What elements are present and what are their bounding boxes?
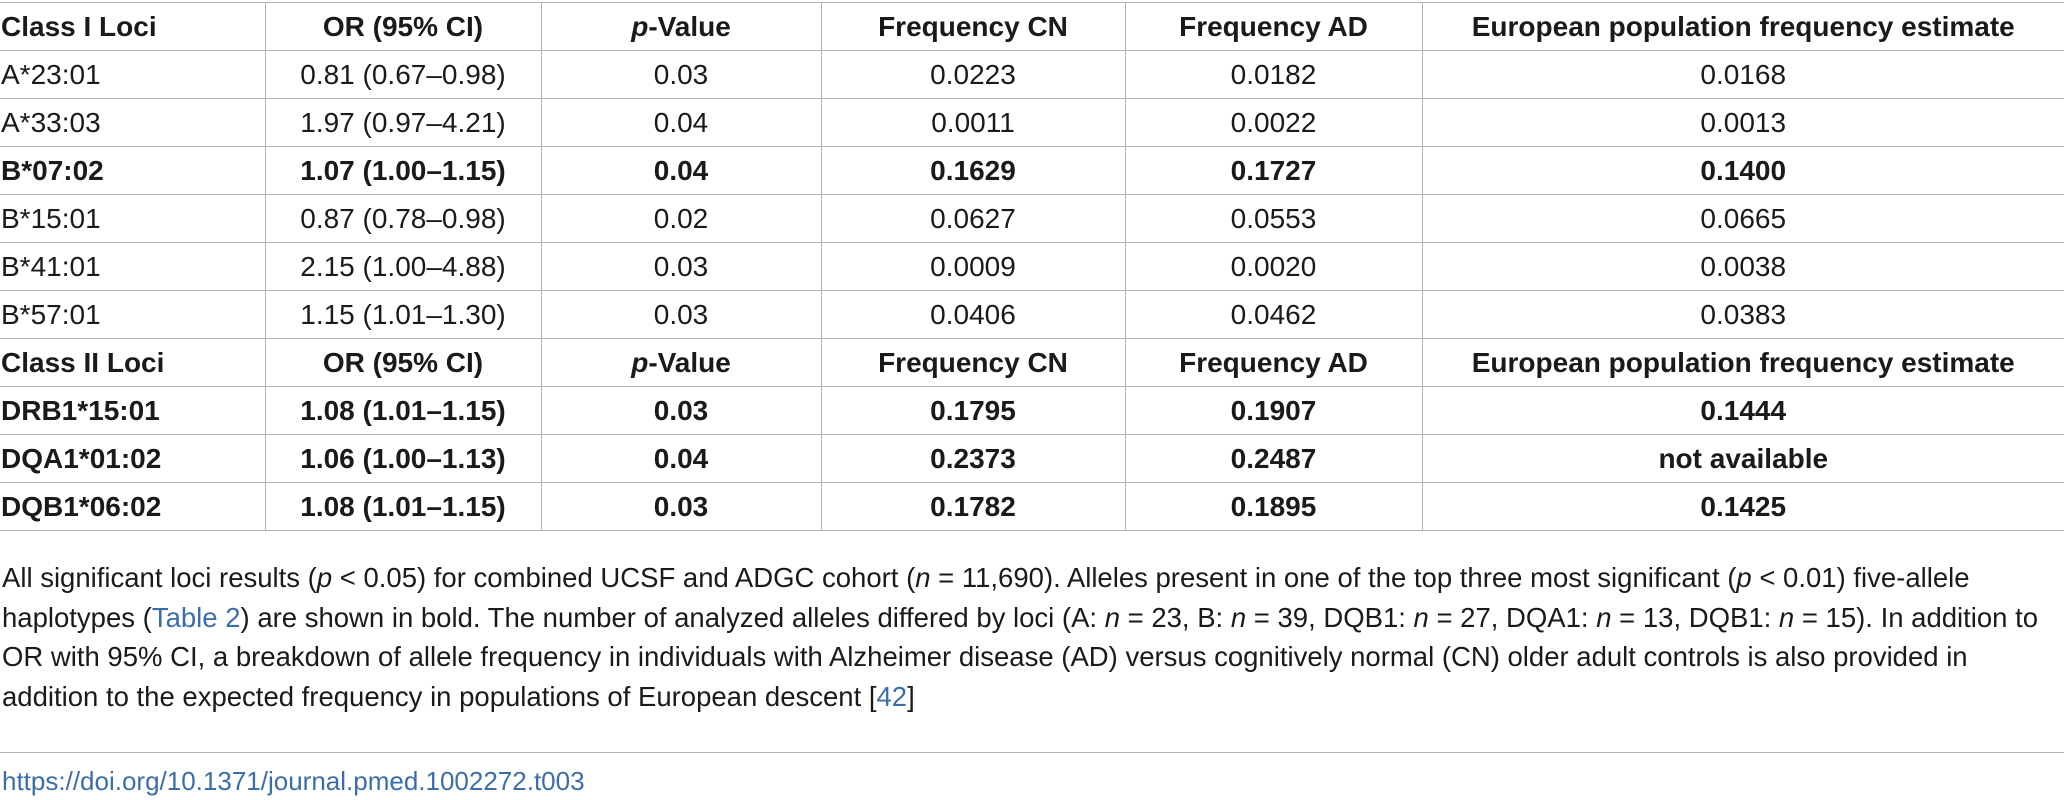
caption-segment: = 15). In addition to OR with 95% CI, a breakdown of allele frequency in individuals with Alzheimer disease (AD) versus cognitively normal (CN) older adult controls is also provided in addition to the expected frequency in populations of European descent [ <box>2 601 2039 712</box>
allele-cell: DQA1*01:02 <box>0 435 265 483</box>
caption-segment: < 0.01) five-allele haplotypes ( <box>2 562 1970 633</box>
value-cell: 0.04 <box>541 99 821 147</box>
column-header: Class II Loci <box>0 339 265 387</box>
caption-italic: n <box>1230 601 1247 633</box>
value-cell: 0.0011 <box>821 99 1125 147</box>
caption-italic: n <box>1596 601 1612 633</box>
table-row <box>0 435 2064 483</box>
value-cell: 2.15 (1.00–4.88) <box>265 243 541 291</box>
p-italic: p <box>631 10 649 42</box>
allele-cell: B*57:01 <box>0 291 265 339</box>
value-cell: 0.87 (0.78–0.98) <box>265 195 541 243</box>
caption-text <box>2 558 2062 716</box>
column-header: Class I Loci <box>0 3 265 51</box>
caption-link[interactable]: 42 <box>876 680 908 712</box>
value-cell: 0.1727 <box>1125 147 1422 195</box>
value-cell: 0.0462 <box>1125 291 1422 339</box>
value-cell: 0.0038 <box>1422 243 2064 291</box>
value-cell: 0.1782 <box>821 483 1125 531</box>
column-header: Frequency CN <box>821 3 1125 51</box>
value-cell: 1.08 (1.01–1.15) <box>265 387 541 435</box>
value-cell: 0.0020 <box>1125 243 1422 291</box>
table-row <box>0 243 2064 291</box>
caption-italic: p <box>316 562 333 593</box>
table-row <box>0 147 2064 195</box>
value-cell: 0.0022 <box>1125 99 1422 147</box>
caption-link[interactable]: Table 2 <box>151 601 241 633</box>
caption-segment: ] <box>907 680 915 712</box>
value-cell: 0.03 <box>541 51 821 99</box>
caption-segment: = 27, DQA1: <box>1428 601 1597 633</box>
footer-divider <box>0 752 2064 753</box>
column-header: p-Value <box>541 339 821 387</box>
column-header: p-Value <box>541 3 821 51</box>
column-header: Frequency AD <box>1125 339 1422 387</box>
value-cell: 1.15 (1.01–1.30) <box>265 291 541 339</box>
allele-cell: B*15:01 <box>0 195 265 243</box>
value-cell: 0.0627 <box>821 195 1125 243</box>
value-cell: 0.0553 <box>1125 195 1422 243</box>
table-body <box>0 3 2064 531</box>
table-row <box>0 195 2064 243</box>
value-cell: not available <box>1422 435 2064 483</box>
value-cell: 1.07 (1.00–1.15) <box>265 147 541 195</box>
value-cell: 0.0406 <box>821 291 1125 339</box>
value-cell: 0.03 <box>541 243 821 291</box>
p-italic: p <box>631 346 649 378</box>
doi-link[interactable]: https://doi.org/10.1371/journal.pmed.1002272.t003 <box>2 766 585 796</box>
allele-cell: DQB1*06:02 <box>0 483 265 531</box>
value-cell: 0.0223 <box>821 51 1125 99</box>
allele-cell: A*33:03 <box>0 99 265 147</box>
value-cell: 1.08 (1.01–1.15) <box>265 483 541 531</box>
table-header-row <box>0 339 2064 387</box>
table-row <box>0 387 2064 435</box>
caption-segment: < 0.05) for combined UCSF and ADGC cohort ( <box>332 562 916 593</box>
column-header: Frequency AD <box>1125 3 1422 51</box>
table-row <box>0 291 2064 339</box>
value-cell: 0.1425 <box>1422 483 2064 531</box>
caption-italic: n <box>1413 601 1429 633</box>
column-header: European population frequency estimate <box>1422 3 2064 51</box>
caption-segment: = 13, DQB1: <box>1611 601 1779 633</box>
caption-segment: ) are shown in bold. The number of analyzed alleles differed by loci (A: <box>240 601 1105 633</box>
value-cell: 0.2373 <box>821 435 1125 483</box>
value-cell: 0.03 <box>541 291 821 339</box>
caption-segment: = 11,690). Alleles present in one of the top three most significant ( <box>930 562 1737 593</box>
caption-italic: p <box>1736 562 1752 593</box>
table-row <box>0 483 2064 531</box>
column-header: Frequency CN <box>821 339 1125 387</box>
table-caption <box>2 558 2062 716</box>
caption-segment: = 39, DQB1: <box>1246 601 1414 633</box>
value-cell: 0.1895 <box>1125 483 1422 531</box>
caption-segment: All significant loci results ( <box>2 562 317 593</box>
allele-cell: B*07:02 <box>0 147 265 195</box>
caption-italic: n <box>915 562 931 593</box>
value-cell: 0.0009 <box>821 243 1125 291</box>
allele-cell: DRB1*15:01 <box>0 387 265 435</box>
value-cell: 0.1795 <box>821 387 1125 435</box>
allele-cell: A*23:01 <box>0 51 265 99</box>
value-cell: 0.0168 <box>1422 51 2064 99</box>
caption-segment: = 23, B: <box>1120 601 1231 633</box>
caption-italic: n <box>1778 601 1795 633</box>
value-cell: 0.0182 <box>1125 51 1422 99</box>
column-header: OR (95% CI) <box>265 339 541 387</box>
value-cell: 1.97 (0.97–4.21) <box>265 99 541 147</box>
value-cell: 0.04 <box>541 435 821 483</box>
table-row <box>0 51 2064 99</box>
value-cell: 0.1629 <box>821 147 1125 195</box>
caption-italic: n <box>1104 601 1120 633</box>
value-cell: 1.06 (1.00–1.13) <box>265 435 541 483</box>
table-header-row <box>0 3 2064 51</box>
value-cell: 0.03 <box>541 387 821 435</box>
value-cell: 0.02 <box>541 195 821 243</box>
value-cell: 0.1907 <box>1125 387 1422 435</box>
value-cell: 0.0013 <box>1422 99 2064 147</box>
value-cell: 0.03 <box>541 483 821 531</box>
column-header: OR (95% CI) <box>265 3 541 51</box>
value-cell: 0.0665 <box>1422 195 2064 243</box>
value-cell: 0.1400 <box>1422 147 2064 195</box>
value-cell: 0.2487 <box>1125 435 1422 483</box>
column-header: European population frequency estimate <box>1422 339 2064 387</box>
value-cell: 0.1444 <box>1422 387 2064 435</box>
allele-results-table <box>0 2 2064 531</box>
table-row <box>0 99 2064 147</box>
value-cell: 0.04 <box>541 147 821 195</box>
value-cell: 0.81 (0.67–0.98) <box>265 51 541 99</box>
value-cell: 0.0383 <box>1422 291 2064 339</box>
allele-cell: B*41:01 <box>0 243 265 291</box>
